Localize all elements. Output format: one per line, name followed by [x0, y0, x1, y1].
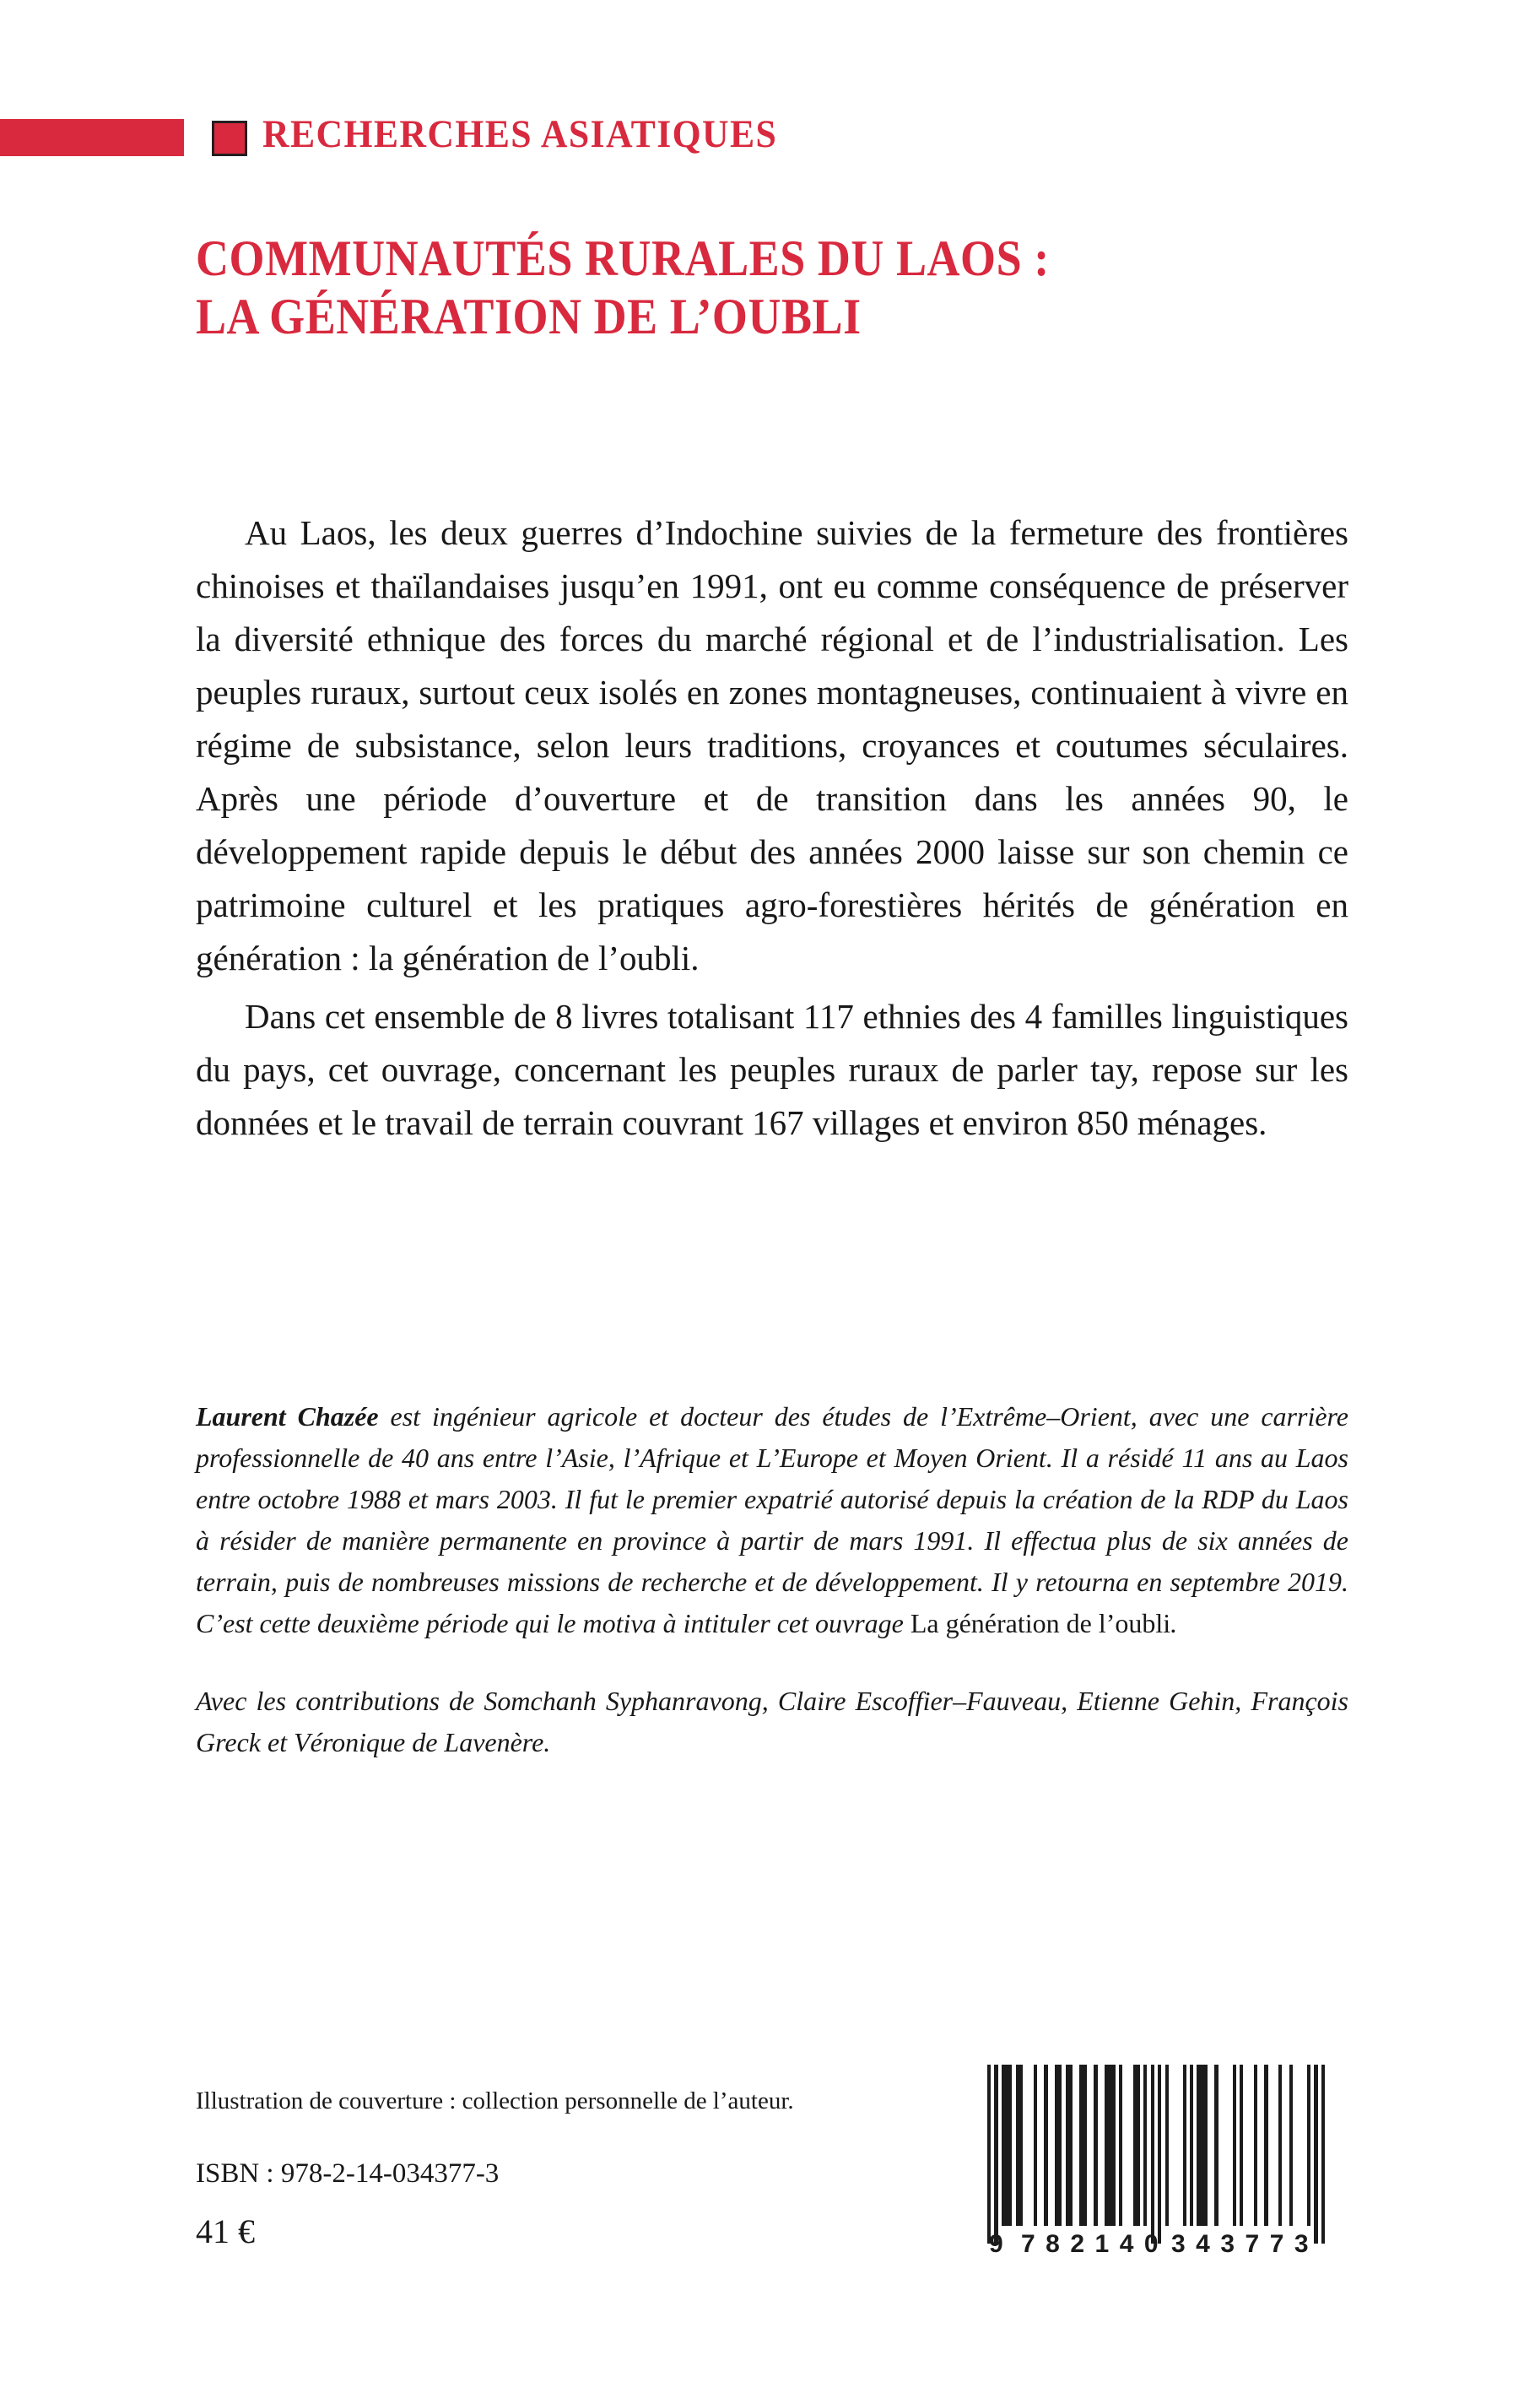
- red-square-marker-icon: [212, 121, 247, 156]
- author-name: Laurent Chazée: [196, 1401, 379, 1432]
- price-line: 41 €: [196, 2212, 255, 2250]
- page-title: [196, 230, 1377, 346]
- author-block: [196, 1396, 1348, 1763]
- isbn-line: ISBN : 978-2-14-034377-3: [196, 2158, 500, 2189]
- barcode-lead-digit: 9: [989, 2230, 1003, 2258]
- cover-credit: Illustration de couverture : collection personnelle de l’auteur.: [196, 2087, 794, 2114]
- author-bio-part-2: .: [1170, 1608, 1178, 1638]
- blurb-text: [196, 506, 1348, 1155]
- barcode: [987, 2065, 1325, 2276]
- red-rule-icon: [0, 119, 184, 156]
- page-title-line-1: COMMUNAUTÉS RURALES DU LAOS :: [196, 230, 1050, 286]
- page-title-line-2: LA GÉNÉRATION DE L’OUBLI: [196, 289, 862, 344]
- author-bio-work-title: La génération de l’oubli: [910, 1608, 1171, 1638]
- author-bio: [196, 1396, 1348, 1644]
- blurb-paragraph-2: Dans cet ensemble de 8 livres totalisant 117 ethnies des 4 familles linguistiques du pays, cet ouvrage, concernant les peuples ruraux de parler tay, repose sur les données et le travail de terrain couvrant 167 villages et environ 850 ménages.: [196, 997, 1348, 1142]
- barcode-digits: [987, 2230, 1325, 2264]
- contributions-paragraph: Avec les contributions de Somchanh Syphanravong, Claire Escoffier–Fauveau, Etienne Gehin, François Greck et Véronique de Lavenère.: [196, 1686, 1348, 1757]
- author-bio-part-1: est ingénieur agricole et docteur des études de l’Extrême–Orient, avec une carrière professionnelle de 40 ans entre l’Asie, l’Afrique et L’Europe et Moyen Orient. Il a résidé 11 ans au Laos entre octobre 1988 et mars 2003. Il fut le premier expatrié autorisé depuis la création de la RDP du Laos à résider de manière permanente en province à partir de mars 1991. Il effectua plus de six années de terrain, puis de nombreuses missions de recherche et de développement. Il y retourna en septembre 2019. C’est cette deuxième période qui le motiva à intituler cet ouvrage: [196, 1401, 1349, 1638]
- barcode-bars-icon: [987, 2065, 1325, 2244]
- collection-header: [0, 112, 1540, 160]
- barcode-right-group: 343773: [1171, 2230, 1320, 2258]
- blurb-paragraph-1: Au Laos, les deux guerres d’Indochine suivies de la fermeture des frontières chinoises et thaïlandaises jusqu’en 1991, ont eu comme conséquence de préserver la diversité ethnique des forces du marché régional et de l’industrialisation. Les peuples ruraux, surtout ceux isolés en zones montagneuses, continuaient à vivre en régime de subsistance, selon leurs traditions, croyances et coutumes séculaires. Après une période d’ouverture et de transition dans les années 90, le développement rapide depuis le début des années 2000 laisse sur son chemin ce patrimoine culturel et les pratiques agro-forestières hérités de génération en génération : la génération de l’oubli.: [196, 513, 1348, 977]
- collection-name: RECHERCHES ASIATIQUES: [262, 112, 778, 156]
- barcode-left-group: 782140: [1021, 2230, 1170, 2258]
